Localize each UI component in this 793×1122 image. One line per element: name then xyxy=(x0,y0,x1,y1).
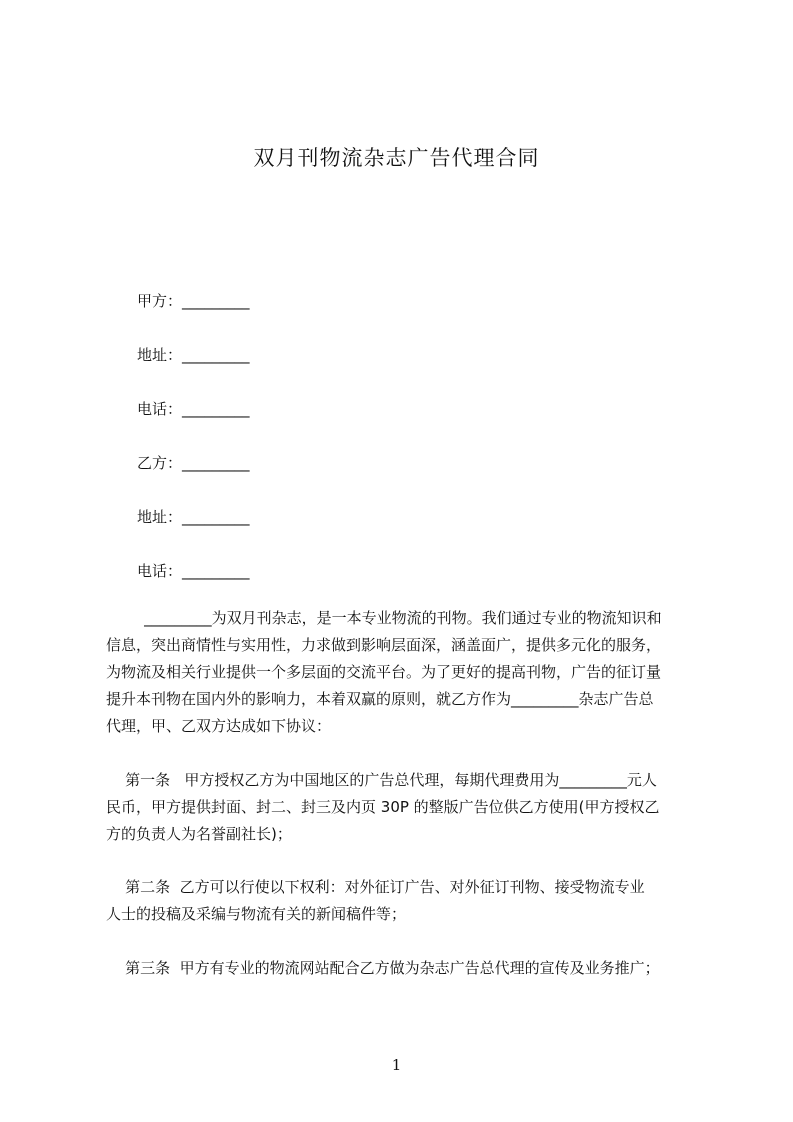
contract-title: 双月刊物流杂志广告代理合同 xyxy=(253,146,540,170)
party-b-name-field: 乙方：_________ xyxy=(137,454,250,472)
article-2-paragraph xyxy=(106,874,706,928)
paragraph-line: 代理，甲、乙双方达成如下协议： xyxy=(106,717,332,735)
article-1-paragraph xyxy=(106,767,706,848)
page-number: 1 xyxy=(391,1056,402,1074)
paragraph-line: 民币，甲方提供封面、封二、封三及内页 30P 的整版广告位供乙方使用(甲方授权乙 xyxy=(106,798,660,816)
party-a-phone-field: 电话：_________ xyxy=(137,400,250,418)
article-3-paragraph xyxy=(106,955,706,982)
paragraph-line: 方的负责人为名誉副社长)； xyxy=(106,825,292,843)
paragraph-line: 第二条 乙方可以行使以下权利：对外征订广告、对外征订刊物、接受物流专业 xyxy=(106,878,645,896)
party-info-block xyxy=(137,290,637,614)
paragraph-line: 人士的投稿及采编与物流有关的新闻稿件等； xyxy=(106,905,407,923)
party-a-address-field: 地址：_________ xyxy=(137,346,250,364)
paragraph-line: 提升本刊物在国内外的影响力，本着双赢的原则，就乙方作为_________杂志广告总 xyxy=(106,690,654,708)
party-b-phone-field: 电话：_________ xyxy=(137,562,250,580)
party-a-name-field: 甲方：_________ xyxy=(137,292,250,310)
party-b-address-field: 地址：_________ xyxy=(137,508,250,526)
paragraph-line: 第一条 甲方授权乙方为中国地区的广告总代理，每期代理费用为_________元人 xyxy=(106,771,657,789)
paragraph-line: 第三条 甲方有专业的物流网站配合乙方做为杂志广告总代理的宣传及业务推广； xyxy=(106,959,660,977)
paragraph-line: _________为双月刊杂志，是一本专业物流的刊物。我们通过专业的物流知识和 xyxy=(106,609,662,627)
paragraph-line: 信息，突出商情性与实用性，力求做到影响层面深，涵盖面广，提供多元化的服务， xyxy=(106,636,662,654)
intro-paragraph xyxy=(106,605,706,740)
paragraph-line: 为物流及相关行业提供一个多层面的交流平台。为了更好的提高刊物，广告的征订量 xyxy=(106,663,662,681)
